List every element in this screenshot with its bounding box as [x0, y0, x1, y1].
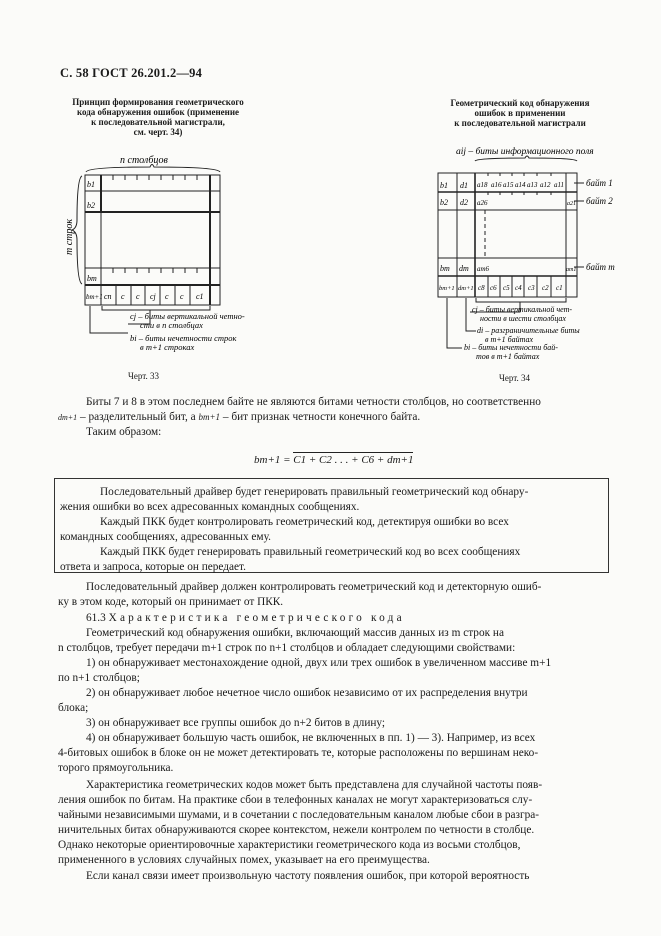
formula-rhs: C1 + C2 . . . + C6 + dm+1: [293, 454, 414, 466]
box-line: жения ошибки во всех адресованных командных сообщениях.: [60, 501, 360, 513]
list-item: 3) он обнаруживает все группы ошибок до n+2 битов в длину;: [86, 717, 386, 729]
byte-label: байт 1: [586, 178, 613, 188]
fig33-note: bi – биты нечетности строк: [130, 333, 237, 343]
cell: bm: [440, 264, 450, 273]
caption-line: см. черт. 34): [133, 127, 183, 137]
fig34-note: тов в m+1 байтах: [476, 352, 540, 361]
caption-line: Принцип формирования геометрического: [72, 97, 244, 107]
cell: dm: [459, 264, 469, 273]
list-item: блока;: [58, 702, 89, 714]
cell: c3: [528, 284, 535, 292]
symbol: dm+1: [58, 413, 78, 422]
fig33-top-label: n столбцов: [120, 155, 168, 166]
byte-label: байт 2: [586, 196, 613, 206]
box-line: ответа и запроса, которые он передает.: [60, 561, 246, 573]
fig33-note: сти в n столбцах: [140, 320, 203, 330]
cell: c2: [542, 284, 549, 292]
parity-cell: c: [121, 292, 125, 301]
formula: [254, 453, 413, 468]
fig34-note: bi – биты нечетности бай-: [464, 343, 558, 352]
parity-cell: c1: [196, 292, 204, 301]
cell: a15: [503, 181, 514, 189]
cell: bm+1: [439, 285, 455, 292]
list-item: 4-битовых ошибок в блоке он не может детектировать те, которые расположены по вершинам неко-: [58, 747, 539, 759]
cell: d2: [460, 198, 468, 207]
caption-line: ошибок в применении: [474, 108, 566, 118]
paragraph-5-line: чайными независимыми шумами, и в сочетании с последовательным каналом любые сбои в разгра-: [58, 809, 540, 821]
section-number: 61.3: [86, 612, 106, 624]
list-item: 1) он обнаруживает местонахождение одной, двух или трех ошибок в увеличенном массиве m+1: [86, 657, 552, 669]
cell: c4: [515, 284, 522, 292]
cell: c5: [503, 284, 510, 292]
cell: a14: [515, 181, 526, 189]
box-line: командных сообщениях, адресованных ему.: [60, 531, 271, 543]
paragraph-1-cont: [58, 410, 610, 425]
paragraph-4-cont: n столбцов, требует передачи m+1 строк по n+1 столбцов и обладает следующими свойствами:: [58, 642, 516, 654]
cell: a18: [477, 181, 488, 189]
cell: a16: [491, 181, 502, 189]
fig34-caption: Черт. 34: [499, 373, 530, 383]
figure-34: [0, 0, 661, 400]
symbol: bm+1: [198, 412, 221, 422]
fig34-note: cj – биты вертикальной чет-: [472, 305, 573, 314]
paragraph-5-line: ления ошибок по битам. На практике сбои в телефонных каналах не могут характеризоваться слу-: [58, 794, 533, 806]
cell: d1: [460, 181, 468, 190]
paragraph-5-line: ничительных битах обнаруживаются скорее контекстом, нежели контролем по четности в столбце.: [58, 824, 535, 836]
fig34-note: в m+1 байтах: [485, 335, 534, 344]
parity-cell: c: [180, 292, 184, 301]
section-title: Характеристика геометрического кода: [108, 612, 405, 624]
caption-line: к последовательной магистрали: [454, 118, 586, 128]
row-label: bm+1: [86, 293, 103, 301]
box-line: Последовательный драйвер будет генерировать правильный геометрический код обнару-: [100, 486, 529, 498]
parity-cell: cn: [104, 292, 112, 301]
fig33-side-label: m строк: [64, 218, 75, 255]
row-label: b2: [87, 201, 95, 210]
caption-line: к последовательной магистрали,: [91, 117, 225, 127]
section-heading: [86, 611, 405, 626]
paragraph-5-line: Однако некоторые ориентировочные характеристики геометрического кода из восьми столбцов,: [58, 839, 521, 851]
caption-line: Геометрический код обнаружения: [450, 98, 590, 108]
row-label: b1: [87, 180, 95, 189]
fig34-note: di – разграничительные биты: [477, 326, 580, 335]
cell: dm+1: [458, 285, 474, 292]
parity-cell: cj: [150, 292, 156, 301]
cell: c6: [490, 284, 497, 292]
paragraph-6: Если канал связи имеет произвольную частоту появления ошибок, при которой вероятность: [86, 870, 530, 882]
paragraph-5: Характеристика геометрических кодов может быть представлена для случайной частоты появ-: [86, 779, 543, 791]
list-item: 4) он обнаруживает большую часть ошибок, не включенных в пп. 1) — 3). Например, из всех: [86, 732, 536, 744]
list-item: 2) он обнаруживает любое нечетное число ошибок независимо от их распределения внутри: [86, 687, 528, 699]
paragraph-4: Геометрический код обнаружения ошибки, включающий массив данных из m строк на: [86, 627, 504, 639]
byte-label: байт m: [586, 262, 615, 272]
row-label: bm: [87, 274, 97, 283]
box-line: Каждый ПКК будет генерировать правильный геометрический код во всех сообщениях: [100, 546, 521, 558]
paragraph-3-cont: ку в этом коде, который он принимает от ПКК.: [58, 596, 284, 608]
cell: a12: [540, 181, 551, 189]
cell: c1: [556, 284, 563, 292]
cell: am6: [477, 265, 490, 273]
cell: b2: [440, 198, 448, 207]
text-span: – разделительный бит, а: [80, 411, 196, 423]
paragraph-5-line: примененного в условиях случайных помех, указывает на его преимущества.: [58, 854, 430, 866]
cell: a21: [567, 201, 576, 207]
list-item: торого прямоугольника.: [58, 762, 174, 774]
cell: a13: [527, 181, 538, 189]
cell: c8: [478, 284, 485, 292]
paragraph-1: Биты 7 и 8 в этом последнем байте не являются битами четности столбцов, но соответственно: [86, 396, 541, 408]
fig34-top-label: aij – биты информационного поля: [456, 147, 594, 157]
paragraph-2: Таким образом:: [86, 426, 162, 438]
cell: b1: [440, 181, 448, 190]
fig33-note: cj – биты вертикальной четно-: [130, 311, 245, 321]
fig33-caption: Черт. 33: [128, 371, 159, 381]
caption-line: кода обнаружения ошибок (применение: [76, 107, 240, 117]
cell: am1: [566, 267, 577, 273]
parity-cell: c: [136, 292, 140, 301]
fig33-note: в m+1 строках: [140, 342, 195, 352]
text-span: – бит признак четности конечного байта.: [222, 411, 421, 423]
fig34-note: ности в шести столбцах: [480, 314, 566, 323]
cell: a26: [477, 199, 488, 207]
box-line: Каждый ПКК будет контролировать геометрический код, детектируя ошибки во всех: [100, 516, 509, 528]
page-header: С. 58 ГОСТ 26.201.2—94: [60, 66, 203, 80]
list-item: по n+1 столбцов;: [58, 672, 140, 684]
formula-lhs: bm+1 =: [254, 454, 291, 466]
parity-cell: c: [165, 292, 169, 301]
cell: a11: [554, 181, 564, 189]
paragraph-3: Последовательный драйвер должен контролировать геометрический код и детекторную ошиб-: [86, 581, 542, 593]
